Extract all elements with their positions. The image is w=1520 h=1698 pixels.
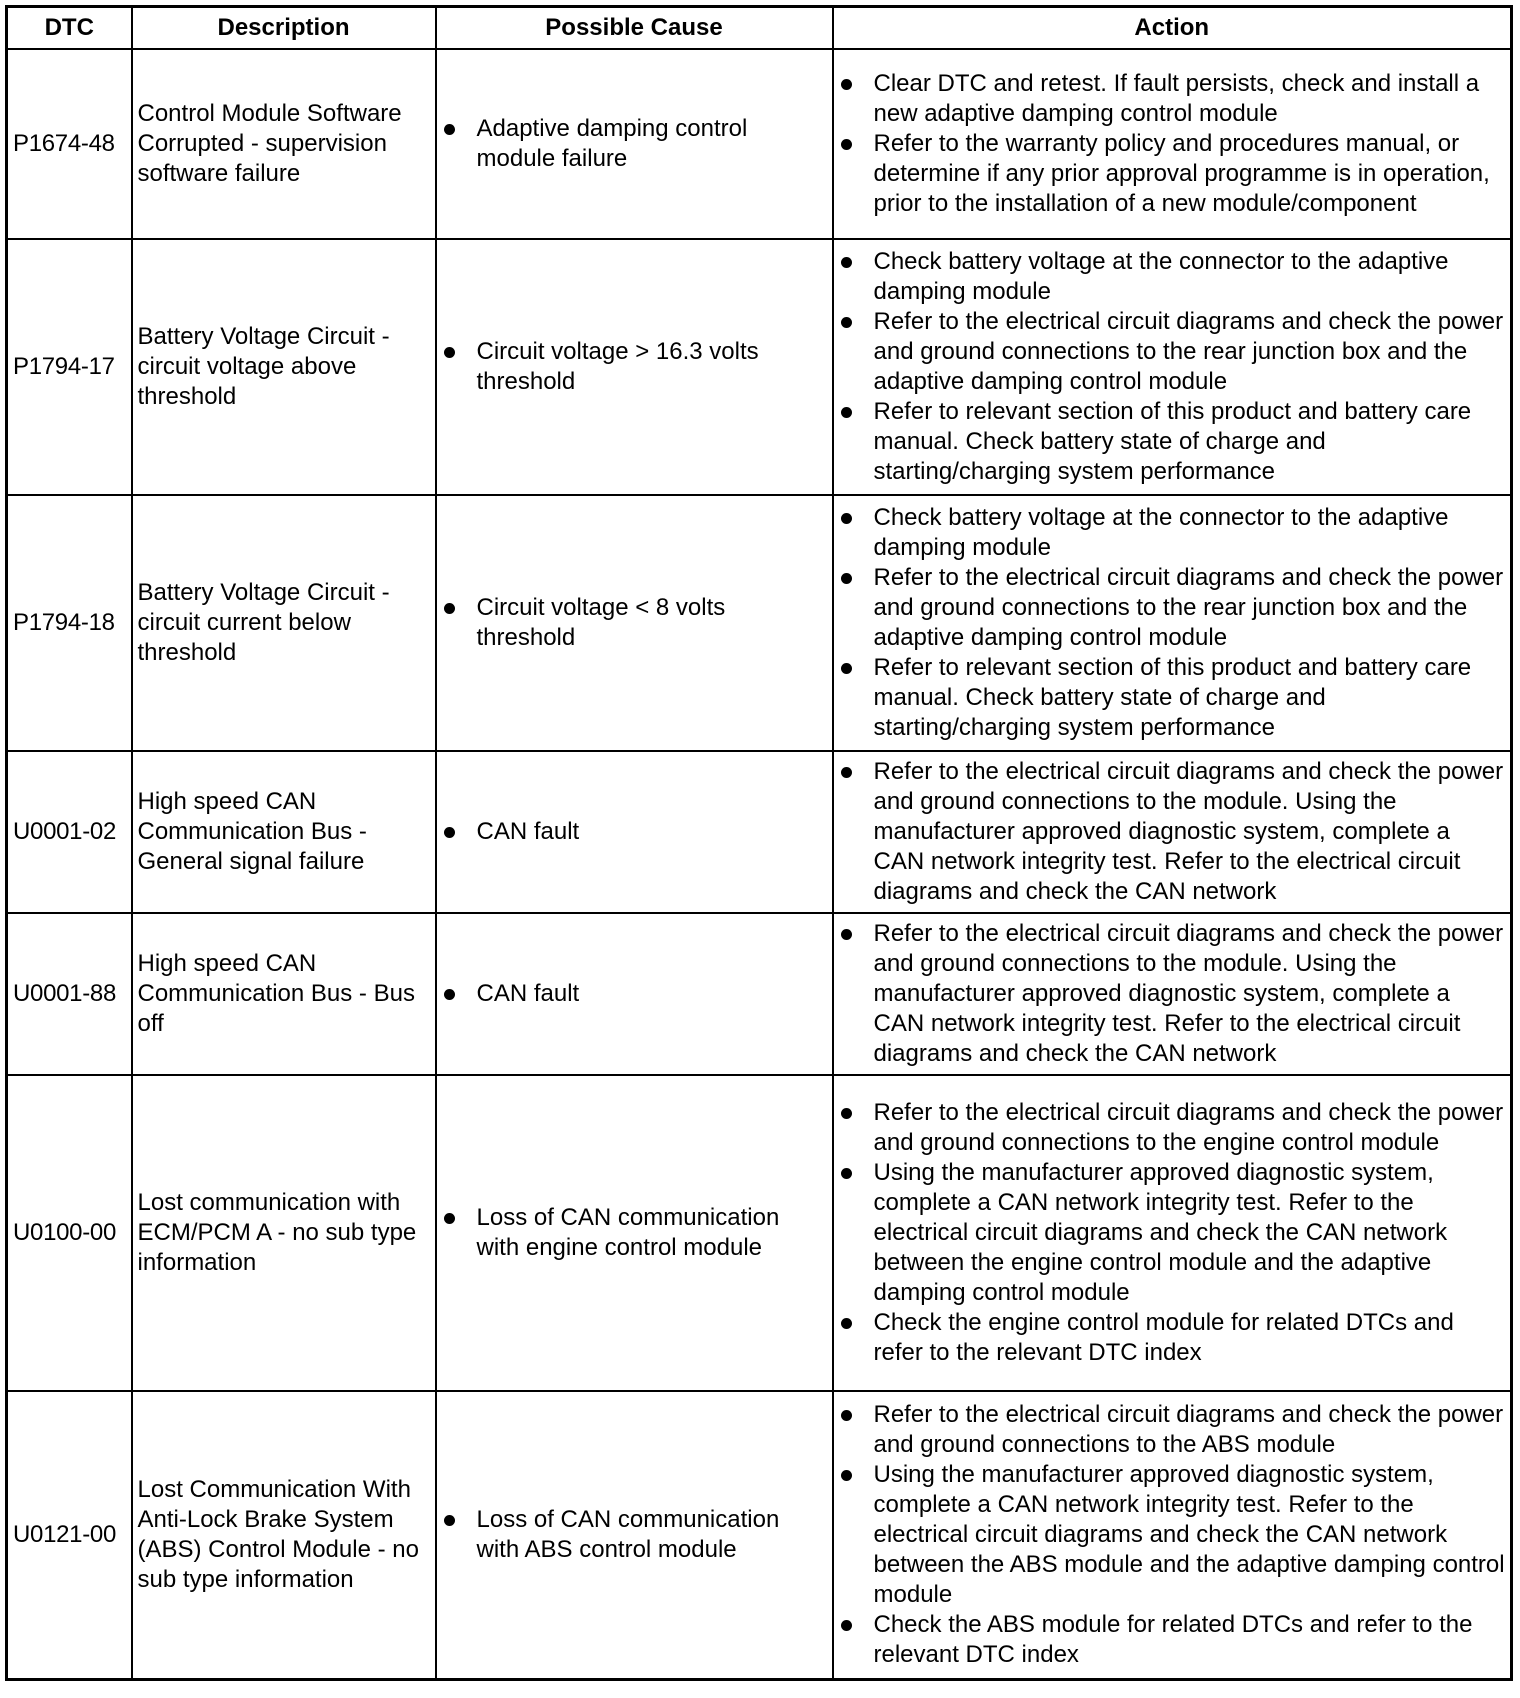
list-item [839,69,1507,129]
action-list [839,757,1507,907]
action-text: Check the engine control module for related DTCs and refer to the relevant DTC index [873,1309,1454,1366]
list-item [442,593,828,653]
dtc-document [5,5,1510,1681]
bullet-icon [444,827,455,838]
bullet-icon [841,573,852,584]
dtc-code: U0001-88 [7,913,132,1075]
bullet-icon [841,407,852,418]
possible-cause-cell [436,239,833,495]
action-cell [833,913,1512,1075]
list-item [839,307,1507,397]
bullet-icon [444,1213,455,1224]
action-cell [833,49,1512,239]
action-text: Refer to the warranty policy and procedures manual, or determine if any prior approval programme is in operation, prior to the installation of a new module/component [873,130,1490,217]
header-description: Description [132,7,436,50]
list-item [442,337,828,397]
action-text: Refer to the electrical circuit diagrams and check the power and ground connections to the engine control module [873,1099,1504,1156]
dtc-description: Control Module Software Corrupted - supervision software failure [132,49,436,239]
cause-text: Adaptive damping control module failure [476,115,748,172]
bullet-icon [444,989,455,1000]
cause-text: CAN fault [476,980,580,1007]
action-text: Refer to the electrical circuit diagrams and check the power and ground connections to the rear junction box and the adaptive damping control module [873,564,1504,651]
dtc-code: U0100-00 [7,1075,132,1391]
list-item [839,1610,1507,1670]
list-item [839,563,1507,653]
bullet-icon [841,79,852,90]
possible-cause-cell [436,49,833,239]
action-list [839,1400,1507,1670]
cause-text: Loss of CAN communication with ABS control module [476,1505,780,1563]
action-text: Clear DTC and retest. If fault persists, check and install a new adaptive damping control module [873,70,1480,127]
list-item [839,503,1507,563]
action-cell [833,495,1512,751]
action-cell [833,1391,1512,1679]
possible-cause-cell [436,751,833,913]
bullet-icon [841,1318,852,1329]
list-item [442,1203,828,1263]
cause-text: Loss of CAN communication with engine control module [476,1204,780,1261]
table-row [7,49,1512,239]
cause-list [442,817,828,847]
action-text: Refer to relevant section of this product and battery care manual. Check battery state of charge and starting/charging system performance [873,654,1472,741]
cause-text: Circuit voltage > 16.3 volts threshold [476,338,759,395]
bullet-icon [841,1620,852,1631]
cause-text: Circuit voltage < 8 volts threshold [476,594,726,651]
bullet-icon [841,317,852,328]
action-text: Check battery voltage at the connector to the adaptive damping module [873,248,1449,305]
possible-cause-cell [436,1391,833,1679]
possible-cause-cell [436,1075,833,1391]
header-action: Action [833,7,1512,50]
list-item [839,1400,1507,1460]
dtc-description: Lost Communication With Anti-Lock Brake System (ABS) Control Module - no sub type information [132,1391,436,1679]
action-list [839,69,1507,219]
possible-cause-cell [436,913,833,1075]
bullet-icon [841,257,852,268]
list-item [839,129,1507,219]
bullet-icon [841,663,852,674]
list-item [839,1098,1507,1158]
bullet-icon [444,1515,455,1526]
list-item [839,1158,1507,1308]
list-item [839,397,1507,487]
cause-list [442,1203,828,1263]
action-cell [833,239,1512,495]
bullet-icon [444,603,455,614]
list-item [839,247,1507,307]
dtc-table [5,5,1513,1681]
action-text: Refer to the electrical circuit diagrams and check the power and ground connections to the rear junction box and the adaptive damping control module [873,308,1504,395]
action-cell [833,1075,1512,1391]
action-list [839,503,1507,743]
action-text: Check battery voltage at the connector to the adaptive damping module [873,504,1449,561]
table-row [7,913,1512,1075]
action-list [839,1098,1507,1368]
cause-list [442,1505,828,1565]
list-item [839,919,1507,1069]
dtc-code: U0121-00 [7,1391,132,1679]
cause-list [442,593,828,653]
action-cell [833,751,1512,913]
action-text: Using the manufacturer approved diagnostic system, complete a CAN network integrity test. Refer to the electrical circuit diagrams and check the CAN network between the ABS module and the adaptive damping control module [873,1460,1505,1608]
action-text: Using the manufacturer approved diagnostic system, complete a CAN network integrity test. Refer to the electrical circuit diagrams and check the CAN network between the engine control module and the adaptive damping control module [873,1159,1448,1306]
cause-text: CAN fault [476,818,580,845]
table-row [7,239,1512,495]
header-possible-cause: Possible Cause [436,7,833,50]
table-row [7,751,1512,913]
cause-list [442,979,828,1009]
action-list [839,919,1507,1069]
list-item [839,1308,1507,1368]
bullet-icon [841,139,852,150]
list-item [839,1460,1507,1610]
list-item [839,653,1507,743]
bullet-icon [841,929,852,940]
dtc-code: U0001-02 [7,751,132,913]
bullet-icon [444,124,455,135]
action-list [839,247,1507,487]
action-text: Refer to relevant section of this product and battery care manual. Check battery state of charge and starting/charging system performance [873,398,1472,485]
bullet-icon [841,1470,852,1481]
list-item [442,1505,828,1565]
list-item [442,979,828,1009]
cause-list [442,114,828,174]
cause-list [442,337,828,397]
table-row [7,495,1512,751]
table-row [7,1391,1512,1679]
bullet-icon [444,347,455,358]
dtc-code: P1794-17 [7,239,132,495]
table-row [7,1075,1512,1391]
action-text: Check the ABS module for related DTCs and refer to the relevant DTC index [873,1610,1473,1668]
dtc-description: Battery Voltage Circuit - circuit current below threshold [132,495,436,751]
dtc-code: P1674-48 [7,49,132,239]
dtc-description: High speed CAN Communication Bus - Bus off [132,913,436,1075]
table-header-row [7,7,1512,50]
bullet-icon [841,1168,852,1179]
dtc-description: Lost communication with ECM/PCM A - no sub type information [132,1075,436,1391]
header-dtc: DTC [7,7,132,50]
bullet-icon [841,1410,852,1421]
action-text: Refer to the electrical circuit diagrams and check the power and ground connections to the ABS module [873,1400,1504,1458]
list-item [839,757,1507,907]
bullet-icon [841,767,852,778]
bullet-icon [841,513,852,524]
dtc-description: Battery Voltage Circuit - circuit voltage above threshold [132,239,436,495]
dtc-code: P1794-18 [7,495,132,751]
list-item [442,114,828,174]
list-item [442,817,828,847]
bullet-icon [841,1108,852,1119]
action-text: Refer to the electrical circuit diagrams and check the power and ground connections to the module. Using the manufacturer approved diagnostic system, complete a CAN network integrity test. Refer to the electrical circuit diagrams and check the CAN network [873,758,1504,905]
dtc-description: High speed CAN Communication Bus - General signal failure [132,751,436,913]
possible-cause-cell [436,495,833,751]
action-text: Refer to the electrical circuit diagrams and check the power and ground connections to the module. Using the manufacturer approved diagnostic system, complete a CAN network integrity test. Refer to the electrical circuit diagrams and check the CAN network [873,920,1504,1067]
